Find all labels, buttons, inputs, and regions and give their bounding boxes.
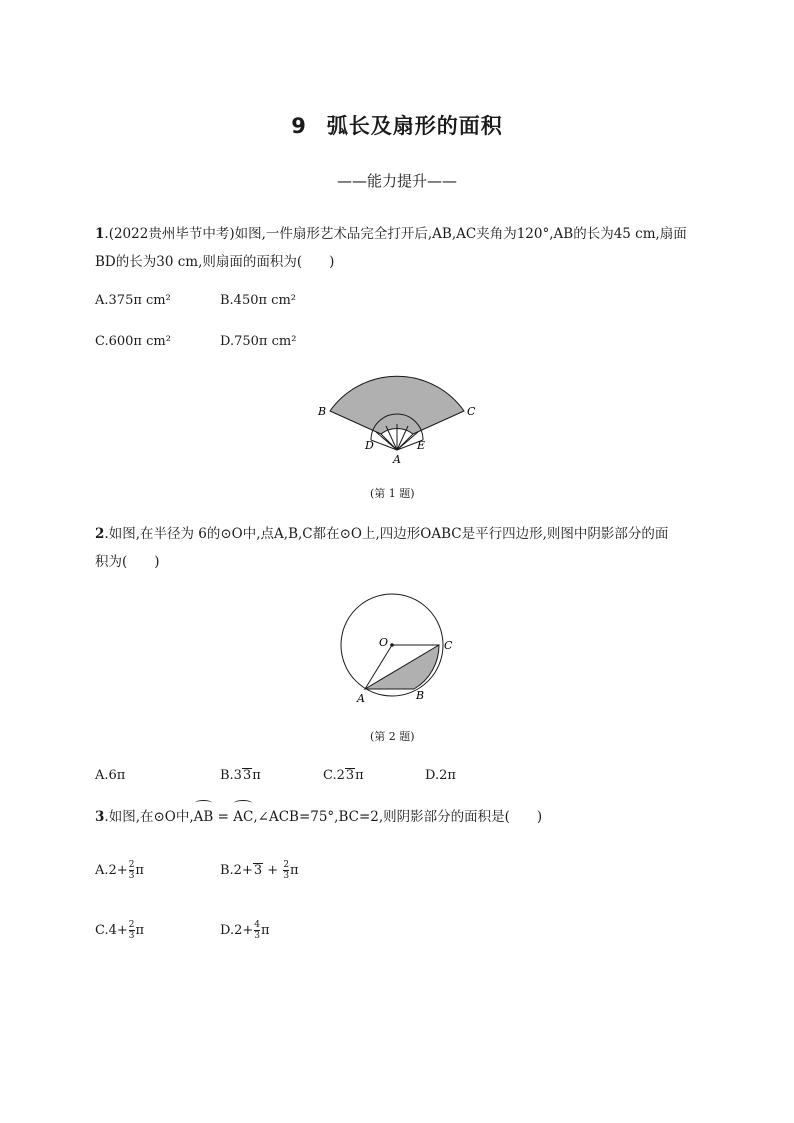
q1-option-a[interactable]: A.375π cm² [95,293,171,308]
fig2-label-a: A [357,692,365,705]
figure-1-fan [310,368,490,468]
fig2-label-c: C [444,639,453,652]
question-1-text1: .(2022贵州毕节中考)如图,一件扇形艺术品完全打开后,AB,AC夹角为120°,AB的长为45 cm,扇面 [104,226,687,242]
section-subtitle: ——能力提升—— [336,172,457,190]
question-1-line1 [95,220,687,248]
question-2-number: 2 [95,526,105,542]
fig2-label-o: O [379,636,389,649]
fig1-label-c: C [467,405,476,418]
q1-option-d[interactable]: D.750π cm² [220,334,297,349]
question-2-line1 [95,520,668,548]
q3-option-b[interactable]: B.2+3 + $\frac{2}{3}$ π [220,860,299,881]
figure-2-circle [335,588,465,708]
fig1-label-a: A [393,453,401,466]
circle-shaded-region [365,645,439,689]
fig1-label-e: E [417,439,426,452]
arc-ac: AC [233,803,253,831]
q3-option-d[interactable]: D.2+ $\frac{4}{3}$ π [220,920,270,941]
question-2-line2: 积为( ) [95,554,160,570]
q1-option-b[interactable]: B.450π cm² [220,293,296,308]
section-title: 弧长及扇形的面积 [326,114,503,138]
section-number: 9 [291,114,307,138]
question-1-line2: BD的长为30 cm,则扇面的面积为( ) [95,254,335,270]
page-title [0,110,794,140]
question-3: 3.如图,在⊙O中,AB = AC,∠ACB=75°,BC=2,则阴影部分的面积是( ) [95,803,542,831]
question-1 [95,220,687,276]
question-3-number: 3 [95,809,105,825]
question-2 [95,520,668,576]
fig2-label-b: B [416,689,425,702]
q2-option-d[interactable]: D.2π [425,768,456,783]
figure-1-caption: (第 1 题) [370,487,415,500]
figure-2-caption: (第 2 题) [370,730,415,743]
fig1-label-d: D [365,439,374,452]
question-1-number: 1 [95,226,105,242]
question-2-text1: .如图,在半径为 6的⊙O中,点A,B,C都在⊙O上,四边形OABC是平行四边形,则图中阴影部分的面 [104,526,669,542]
q2-option-b[interactable]: B.33π [220,768,261,783]
q3-option-a[interactable]: A.2+ $\frac{2}{3}$ π [95,860,144,881]
arc-ab: AB [194,803,214,831]
q1-option-c[interactable]: C.600π cm² [95,334,171,349]
q3-option-c[interactable]: C.4+ $\frac{2}{3}$ π [95,920,145,941]
q2-option-a[interactable]: A.6π [95,768,126,783]
q2-option-c[interactable]: C.23π [323,768,364,783]
fig1-label-b: B [318,405,327,418]
